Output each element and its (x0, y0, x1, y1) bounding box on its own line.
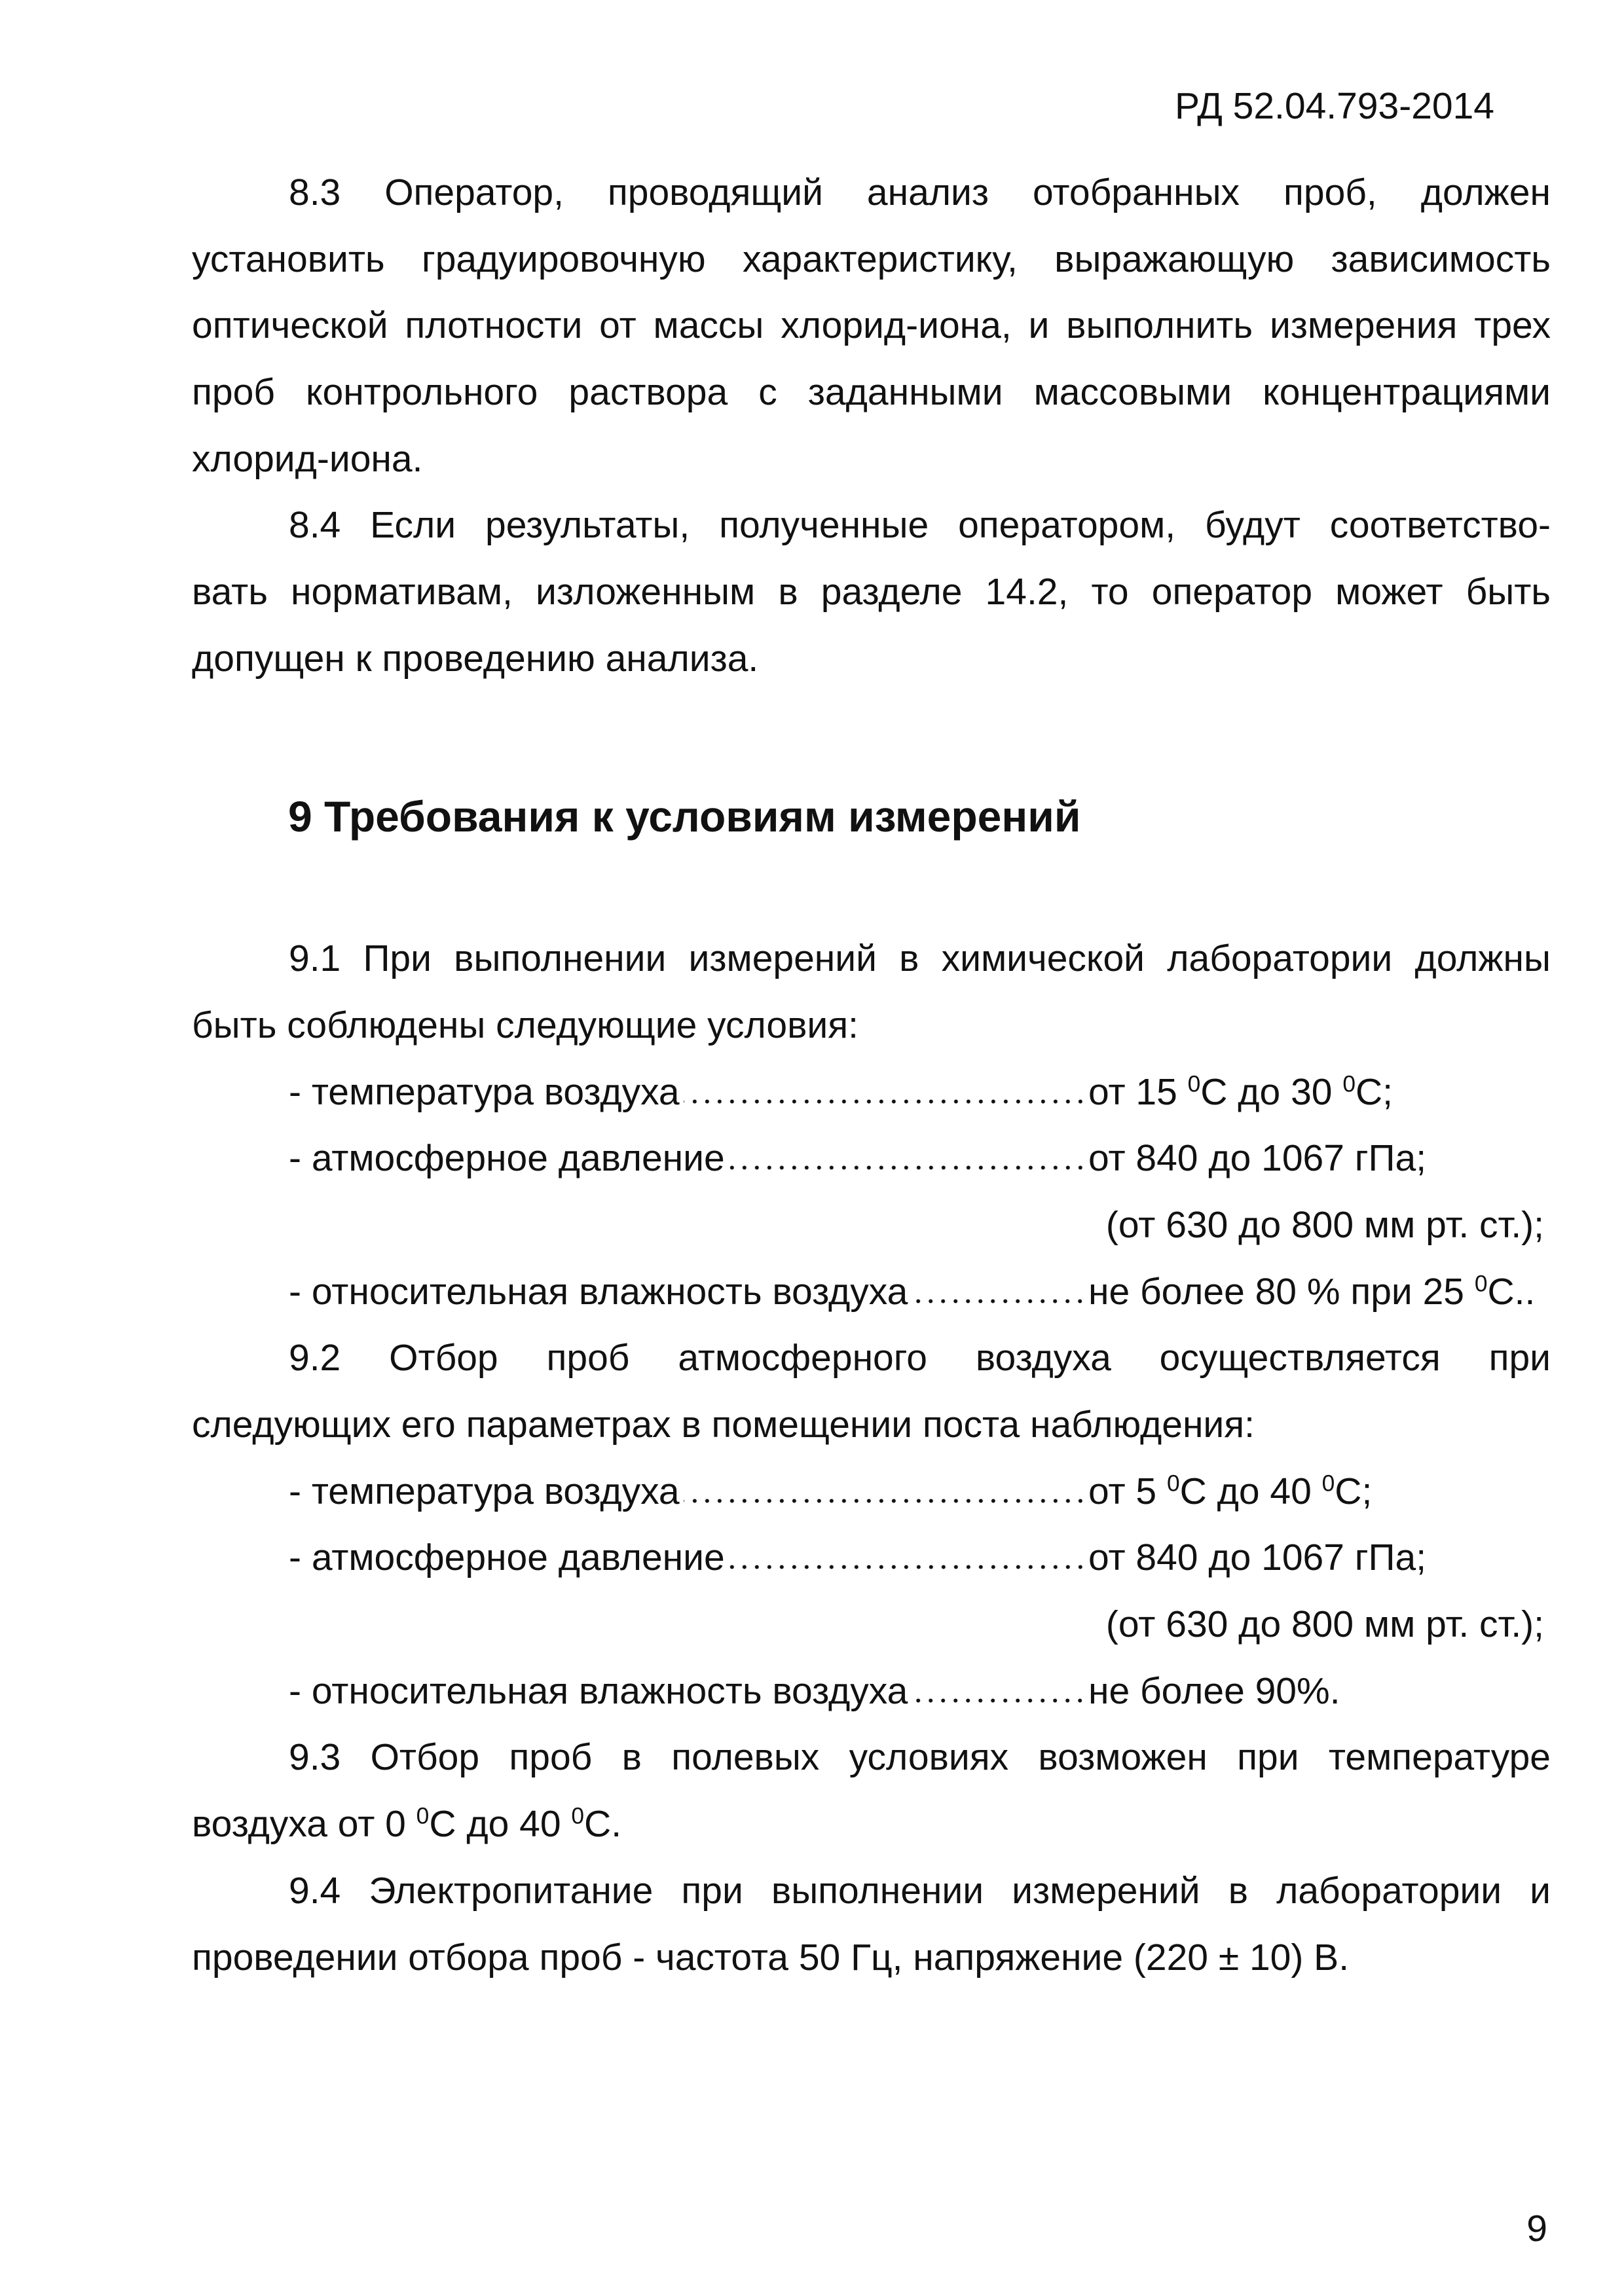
condition-label-box (289, 1658, 1088, 1725)
dot-leader (729, 1564, 1086, 1570)
superscript-degree: 0 (1474, 1271, 1488, 1297)
condition-label: - температура воздуха (289, 1070, 680, 1113)
condition-value (1088, 1658, 1340, 1725)
text-run: воздуха от 0 (192, 1803, 416, 1846)
text-run: не более 80 % при 25 (1088, 1270, 1475, 1313)
page-number: 9 (1526, 2208, 1547, 2250)
dot-leader (684, 1099, 1086, 1104)
condition-value (1088, 1459, 1372, 1525)
paragraph-8-3-line: установить градуировочную характеристику, выражающую зависимость (192, 238, 1551, 280)
superscript-degree: 0 (571, 1803, 585, 1829)
condition-label-box (289, 1125, 1088, 1192)
condition-label: - атмосферное давление (289, 1537, 725, 1579)
paragraph-8-4-line: допущен к проведению анализа. (192, 637, 759, 680)
text-run: от 15 (1088, 1070, 1188, 1113)
condition-label-box (289, 1525, 1088, 1592)
condition-value (1088, 1259, 1535, 1326)
paragraph-8-3-line: проб контрольного раствора с заданными массовыми концентрациями (192, 371, 1551, 414)
paragraph-9-3 (192, 1724, 1551, 1857)
text-run: от 5 (1088, 1470, 1167, 1512)
condition-row-relative-humidity (192, 1259, 1551, 1326)
paragraph-8-4-line: 8.4 Если результаты, полученные оператором, будут соответство- (289, 504, 1551, 547)
condition-label: - относительная влажность воздуха (289, 1669, 908, 1712)
section-heading: 9 Требования к условиям измерений (288, 792, 1081, 841)
paragraph-9-4-line: проведении отбора проб - частота 50 Гц, напряжение (220 ± 10) В. (192, 1936, 1350, 1978)
text-run: C.. (1487, 1270, 1536, 1313)
text-run: C; (1356, 1070, 1393, 1113)
superscript-degree: 0 (416, 1803, 430, 1829)
condition-row-air-temperature (192, 1059, 1551, 1126)
dot-leader (729, 1165, 1086, 1171)
paragraph-9-2-line: 9.2 Отбор проб атмосферного воздуха осуществляется при (289, 1337, 1551, 1379)
superscript-degree: 0 (1321, 1470, 1335, 1497)
condition-label: - атмосферное давление (289, 1137, 725, 1180)
paragraph-9-2-line: следующих его параметрах в помещении поста наблюдения: (192, 1404, 1255, 1446)
dot-leader (912, 1298, 1086, 1304)
condition-value (1088, 1059, 1393, 1126)
condition-value (1088, 1525, 1426, 1592)
condition-label-box (289, 1459, 1088, 1525)
text-run: C до 40 (429, 1803, 572, 1846)
paragraph-9-4-line: 9.4 Электропитание при выполнении измерений в лаборатории и (289, 1869, 1551, 1912)
dot-leader (684, 1498, 1086, 1504)
condition-row-atmospheric-pressure (192, 1125, 1551, 1192)
condition-label-box (289, 1059, 1088, 1126)
paragraph-9-1-line: быть соблюдены следующие условия: (192, 1004, 858, 1046)
paragraph-9-1-line: 9.1 При выполнении измерений в химической лаборатории должны (289, 938, 1551, 980)
condition-label: - относительная влажность воздуха (289, 1270, 908, 1313)
paragraph-8-3-line: оптической плотности от массы хлорид-иона, и выполнить измерения трех (192, 304, 1551, 347)
paragraph-8-3 (192, 160, 1551, 492)
paragraph-9-2 (192, 1325, 1551, 1724)
condition-label-box (289, 1259, 1088, 1326)
paragraph-9-4 (192, 1858, 1551, 1991)
superscript-degree: 0 (1187, 1071, 1201, 1097)
condition-row-atmospheric-pressure (192, 1525, 1551, 1592)
text-run: C; (1335, 1470, 1373, 1512)
dot-leader (912, 1698, 1086, 1704)
document-code: РД 52.04.793-2014 (1174, 85, 1494, 127)
paragraph-9-3-line (192, 1791, 1551, 1858)
paragraph-8-4-line: вать нормативам, изложенным в разделе 14.2, то оператор может быть (192, 571, 1551, 613)
paragraph-8-3-line: хлорид-иона. (192, 437, 423, 480)
superscript-degree: 0 (1342, 1071, 1356, 1097)
superscript-degree: 0 (1166, 1470, 1180, 1497)
text-run: C до 40 (1179, 1470, 1322, 1512)
condition-row-relative-humidity (192, 1658, 1551, 1725)
condition-pressure-mmhg: (от 630 до 800 мм рт. ст.); (1105, 1203, 1544, 1246)
text-run: не более 90%. (1088, 1669, 1340, 1712)
text-run: C. (584, 1803, 622, 1846)
paragraph-9-3-line: 9.3 Отбор проб в полевых условиях возможен при температуре (289, 1736, 1551, 1779)
text-run: от 840 до 1067 гПа; (1088, 1537, 1427, 1579)
paragraph-8-3-line: 8.3 Оператор, проводящий анализ отобранных проб, должен (289, 172, 1551, 213)
condition-label: - температура воздуха (289, 1470, 680, 1512)
paragraph-9-1 (192, 926, 1551, 1325)
condition-row-air-temperature (192, 1459, 1551, 1525)
condition-pressure-mmhg: (от 630 до 800 мм рт. ст.); (1105, 1603, 1544, 1646)
condition-value (1088, 1125, 1426, 1192)
page-body (192, 160, 1551, 1991)
paragraph-8-4 (192, 492, 1551, 692)
text-run: от 840 до 1067 гПа; (1088, 1137, 1427, 1180)
text-run: C до 30 (1200, 1070, 1343, 1113)
